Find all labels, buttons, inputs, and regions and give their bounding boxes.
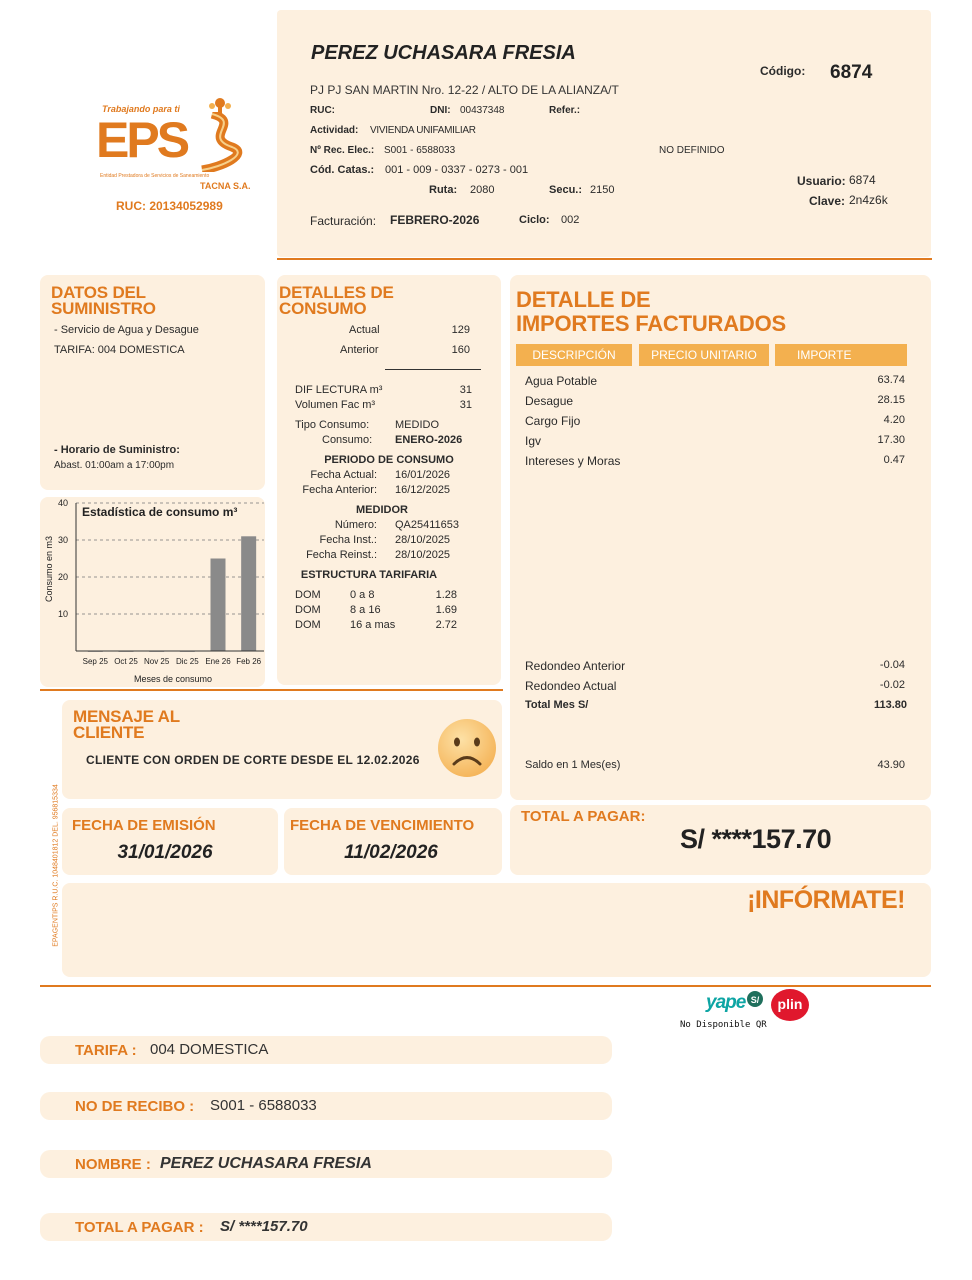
chart-bar xyxy=(211,559,226,652)
header-divider xyxy=(277,258,932,260)
secu-label: Secu.: xyxy=(549,184,583,196)
volumen-label: Volumen Fac m³ xyxy=(295,399,376,411)
fecha-reinst-label: Fecha Reinst.: xyxy=(306,549,377,561)
anterior-value: 160 xyxy=(451,344,470,356)
vencimiento-label: FECHA DE VENCIMIENTO xyxy=(290,817,475,834)
logo-ruc: RUC: 20134052989 xyxy=(116,199,223,213)
actual-label: Actual xyxy=(349,324,380,336)
chart-grid xyxy=(76,503,264,614)
usuario-label: Usuario: xyxy=(797,174,846,188)
item-4-desc: Igv xyxy=(525,434,542,448)
logo-tagline: Trabajando para ti xyxy=(102,104,180,114)
secu-value: 2150 xyxy=(590,184,615,196)
item-5-importe: 0.47 xyxy=(883,454,905,466)
redondeo-actual-label: Redondeo Actual xyxy=(525,679,617,693)
ruta-value: 2080 xyxy=(470,184,495,196)
consumo-value: ENERO-2026 xyxy=(395,434,463,446)
tarifa-row-1-precio: 1.28 xyxy=(435,589,457,601)
tarifa-row-3-rango: 16 a mas xyxy=(350,619,396,631)
item-3-desc: Cargo Fijo xyxy=(525,414,581,428)
logo-road-icon xyxy=(192,112,252,172)
eps-logo xyxy=(96,96,256,216)
col-descripcion: DESCRIPCIÓN xyxy=(516,344,632,366)
importes-title-1: DETALLE DE xyxy=(516,287,651,312)
fecha-actual-label: Fecha Actual: xyxy=(310,469,377,481)
numero-label: Número: xyxy=(334,519,377,531)
dif-label: DIF LECTURA m³ xyxy=(295,384,383,396)
bottom-divider xyxy=(40,985,931,987)
chart-xtick-label: Dic 25 xyxy=(175,657,199,666)
suministro-title-1: DATOS DEL xyxy=(51,283,146,302)
clave-label: Clave: xyxy=(809,194,846,208)
yape-text: yape xyxy=(706,992,746,1013)
tarifa-row-2-precio: 1.69 xyxy=(435,604,457,616)
col-importe: IMPORTE xyxy=(775,344,907,366)
consumo-chart xyxy=(40,497,266,687)
sad-face-icon xyxy=(436,717,498,779)
consumo-title-1: DETALLES DE xyxy=(279,283,394,302)
medidor-title: MEDIDOR xyxy=(356,504,408,516)
side-legal-text: EPAGENTIPS R.U.C. 1048401812 DEL. 956815334 xyxy=(52,784,60,947)
mensaje-title-1: MENSAJE AL xyxy=(73,707,180,726)
fecha-anterior-label: Fecha Anterior: xyxy=(302,484,377,496)
chart-xtick-label: Sep 25 xyxy=(82,657,109,666)
chart-xtick-label: Ene 26 xyxy=(205,657,231,666)
total-mes-value: 113.80 xyxy=(873,699,907,711)
stub-recibo-value: S001 - 6588033 xyxy=(210,1097,317,1114)
stub-tarifa-value: 004 DOMESTICA xyxy=(150,1041,269,1058)
rec-elec-value: S001 - 6588033 xyxy=(384,145,456,156)
stub-nombre-label: NOMBRE : xyxy=(75,1156,151,1173)
refer-label: Refer.: xyxy=(549,105,581,116)
tipo-label: Tipo Consumo: xyxy=(295,419,370,431)
chart-xticks xyxy=(83,657,262,666)
informate-title: ¡INFÓRMATE! xyxy=(747,886,905,914)
suministro-title-2: SUMINISTRO xyxy=(51,299,156,318)
total-value: S/ ****157.70 xyxy=(680,824,832,854)
consumo-label: Consumo: xyxy=(322,434,373,446)
tarifa-row-1-cat: DOM xyxy=(295,589,321,601)
saldo-value: 43.90 xyxy=(877,759,905,771)
redondeo-anterior-label: Redondeo Anterior xyxy=(525,659,626,673)
chart-xtick-label: Oct 25 xyxy=(114,657,138,666)
codigo-value: 6874 xyxy=(830,62,873,83)
stub-tarifa xyxy=(40,1036,612,1064)
chart-xtick-label: Feb 26 xyxy=(236,657,262,666)
item-1-desc: Agua Potable xyxy=(525,374,598,388)
logo-city: TACNA S.A. xyxy=(200,181,251,191)
catas-value: 001 - 009 - 0337 - 0273 - 001 xyxy=(385,164,529,176)
fecha-inst-value: 28/10/2025 xyxy=(395,534,451,546)
tipo-value: MEDIDO xyxy=(395,419,439,431)
chart-ytick-label: 10 xyxy=(57,609,68,619)
volumen-value: 31 xyxy=(459,399,472,411)
stub-recibo xyxy=(40,1092,612,1120)
lectura-divider xyxy=(385,369,481,370)
codigo-label: Código: xyxy=(760,64,806,78)
emision-value: 31/01/2026 xyxy=(117,842,213,863)
item-5-desc: Intereses y Moras xyxy=(525,454,621,468)
chart-xlabel: Meses de consumo xyxy=(133,674,213,684)
stub-nombre xyxy=(40,1150,612,1178)
tarifa-row-2-cat: DOM xyxy=(295,604,321,616)
stub-total xyxy=(40,1213,612,1241)
redondeo-anterior-value: -0.04 xyxy=(879,659,905,671)
dni-label: DNI: xyxy=(430,105,451,116)
item-2-importe: 28.15 xyxy=(877,394,905,406)
facturacion-label: Facturación: xyxy=(310,214,377,228)
horario-value: Abast. 01:00am a 17:00pm xyxy=(54,460,175,471)
stub-nombre-value: PEREZ UCHASARA FRESIA xyxy=(160,1155,372,1172)
total-label: TOTAL A PAGAR: xyxy=(521,808,646,825)
plin-text: plin xyxy=(777,996,803,1012)
ciclo-value: 002 xyxy=(561,214,580,226)
chart-ytick-label: 20 xyxy=(57,572,68,582)
customer-address: PJ PJ SAN MARTIN Nro. 12-22 / ALTO DE LA ALIANZA/T xyxy=(310,83,619,97)
customer-name: PEREZ UCHASARA FRESIA xyxy=(311,42,576,64)
chart-ytick-label: 40 xyxy=(57,498,68,508)
fecha-inst-label: Fecha Inst.: xyxy=(319,534,377,546)
emision-label: FECHA DE EMISIÓN xyxy=(72,817,216,834)
chart-xtick-label: Nov 25 xyxy=(143,657,170,666)
mensaje-text: CLIENTE CON ORDEN DE CORTE DESDE EL 12.02.2026 xyxy=(86,753,420,767)
actividad-label: Actividad: xyxy=(310,125,359,136)
ruc-label: RUC: xyxy=(310,105,335,116)
dni-value: 00437348 xyxy=(460,105,505,116)
saldo-label: Saldo en 1 Mes(es) xyxy=(525,759,621,771)
horario-label: - Horario de Suministro: xyxy=(54,444,180,456)
estructura-title: ESTRUCTURA TARIFARIA xyxy=(300,569,438,581)
tarifa-row-1-rango: 0 a 8 xyxy=(350,589,375,601)
stub-total-value: S/ ****157.70 xyxy=(220,1218,308,1235)
item-3-importe: 4.20 xyxy=(883,414,905,426)
stub-total-label: TOTAL A PAGAR : xyxy=(75,1219,204,1236)
yape-badge-icon xyxy=(746,990,764,1008)
fecha-actual-value: 16/01/2026 xyxy=(395,469,451,481)
col-precio: PRECIO UNITARIO xyxy=(639,344,769,366)
tarifa-text: TARIFA: 004 DOMESTICA xyxy=(54,344,185,356)
fecha-reinst-value: 28/10/2025 xyxy=(395,549,451,561)
periodo-title: PERIODO DE CONSUMO xyxy=(324,454,454,466)
ruta-label: Ruta: xyxy=(429,184,458,196)
chart-bar xyxy=(241,536,256,651)
logo-subtitle: Entidad Prestadora de Servicios de Saneamiento xyxy=(100,173,210,179)
redondeo-actual-value: -0.02 xyxy=(879,679,905,691)
middle-divider xyxy=(40,689,503,691)
vencimiento-value: 11/02/2026 xyxy=(344,842,438,863)
yape-logo xyxy=(704,990,766,1018)
chart-ytick-label: 30 xyxy=(57,535,68,545)
logo-letters: EPS xyxy=(96,112,188,168)
dif-value: 31 xyxy=(459,384,472,396)
tarifa-row-3-precio: 2.72 xyxy=(435,619,457,631)
consumo-title-2: CONSUMO xyxy=(279,299,367,318)
chart-bars xyxy=(88,536,256,652)
catas-label: Cód. Catas.: xyxy=(310,164,375,176)
usuario-value: 6874 xyxy=(849,173,876,187)
tarifa-row-3-cat: DOM xyxy=(295,619,321,631)
no-definido: NO DEFINIDO xyxy=(659,145,725,156)
mensaje-title-2: CLIENTE xyxy=(73,723,145,742)
chart-yticks xyxy=(58,498,68,619)
servicio-text: - Servicio de Agua y Desague xyxy=(54,324,199,336)
clave-value: 2n4z6k xyxy=(849,193,888,207)
item-1-importe: 63.74 xyxy=(877,374,905,386)
ciclo-label: Ciclo: xyxy=(519,214,550,226)
importes-title-2: IMPORTES FACTURADOS xyxy=(516,311,786,336)
total-mes-label: Total Mes S/ xyxy=(525,699,589,711)
item-4-importe: 17.30 xyxy=(877,434,905,446)
svg-text:S/: S/ xyxy=(750,995,760,1005)
rec-elec-label: Nº Rec. Elec.: xyxy=(310,145,375,156)
stub-recibo-label: NO DE RECIBO : xyxy=(75,1098,195,1115)
tarifa-row-2-rango: 8 a 16 xyxy=(350,604,381,616)
anterior-label: Anterior xyxy=(340,344,379,356)
stub-tarifa-label: TARIFA : xyxy=(75,1042,137,1059)
actividad-value: VIVIENDA UNIFAMILIAR xyxy=(370,125,476,136)
fecha-anterior-value: 16/12/2025 xyxy=(395,484,451,496)
chart-title: Estadística de consumo m³ xyxy=(82,505,238,519)
facturacion-value: FEBRERO-2026 xyxy=(390,213,480,227)
item-2-desc: Desague xyxy=(525,394,574,408)
chart-ylabel: Consumo en m3 xyxy=(44,535,54,603)
actual-value: 129 xyxy=(451,324,470,336)
qr-note: No Disponible QR xyxy=(680,1020,767,1030)
numero-value: QA25411653 xyxy=(395,519,460,531)
